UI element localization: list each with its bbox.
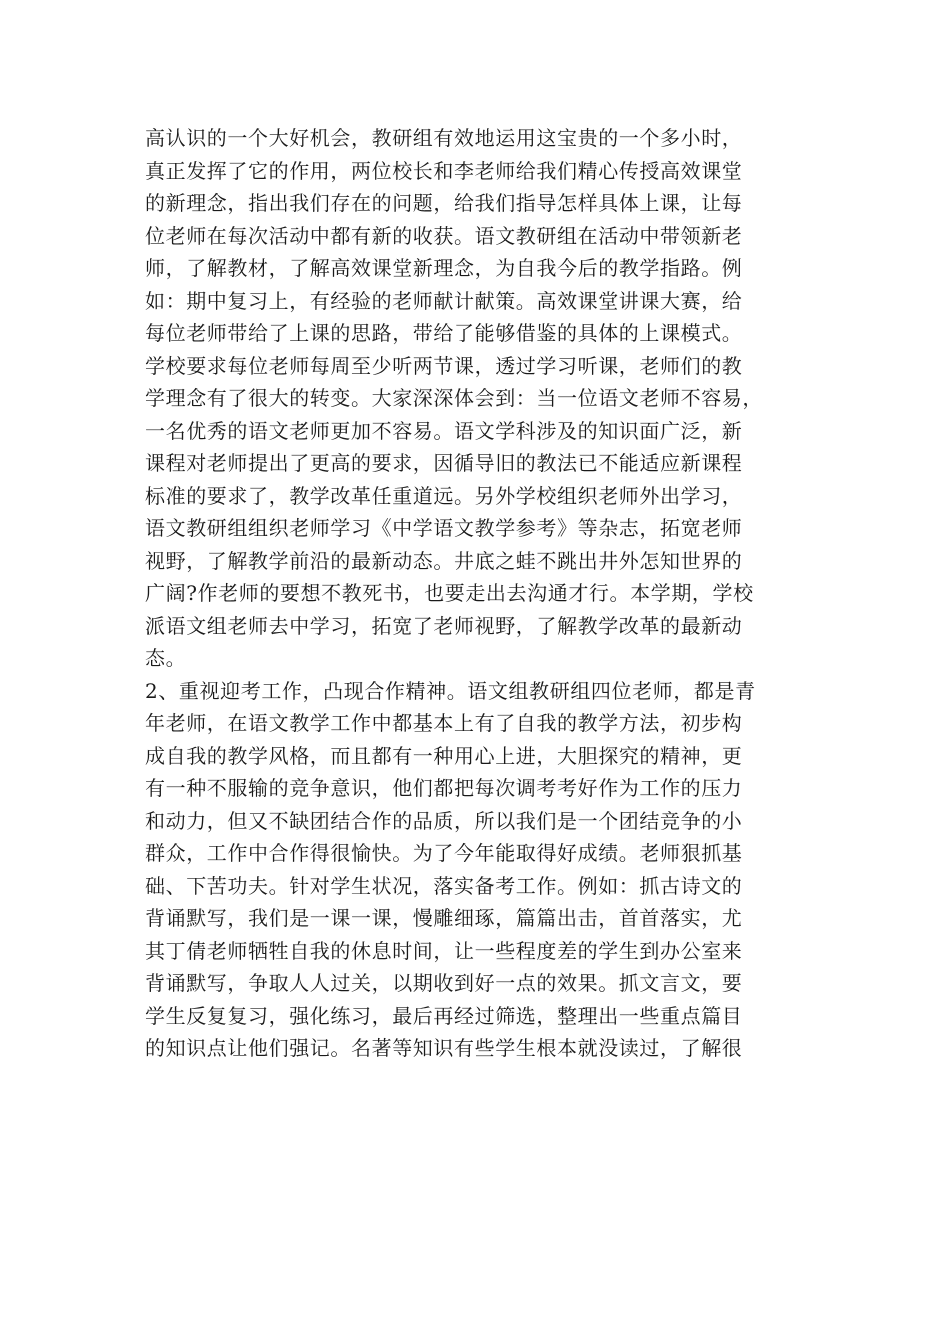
- text-line: 高认识的一个大好机会，教研组有效地运用这宝贵的一个多小时，: [145, 126, 743, 150]
- text-line: 一名优秀的语文老师更加不容易。语文学科涉及的知识面广泛，新: [145, 418, 743, 443]
- text-line: 背诵默写，争取人人过关，以期收到好一点的效果。抓文言文，要: [145, 971, 743, 995]
- text-line: 的新理念，指出我们存在的问题，给我们指导怎样具体上课，让每: [145, 191, 743, 215]
- text-line: 背诵默写，我们是一课一课，慢雕细琢，篇篇出击，首首落实，尤: [145, 906, 743, 930]
- text-line: 年老师，在语文教学工作中都基本上有了自我的教学方法，初步构: [145, 711, 743, 735]
- text-line: 学校要求每位老师每周至少听两节课，透过学习听课，老师们的教: [145, 353, 743, 378]
- text-line: 真正发挥了它的作用，两位校长和李老师给我们精心传授高效课堂: [145, 158, 743, 183]
- text-line: 础、下苦功夫。针对学生状况，落实备考工作。例如：抓古诗文的: [145, 873, 743, 898]
- text-line: 标准的要求了，教学改革任重道远。另外学校组织老师外出学习，: [145, 483, 743, 508]
- text-line: 广阔?作老师的要想不教死书，也要走出去沟通才行。本学期，学校: [145, 581, 754, 605]
- text-line: 群众，工作中合作得很愉快。为了今年能取得好成绩。老师狠抓基: [145, 841, 743, 865]
- text-line: 2、重视迎考工作，凸现合作精神。语文组教研组四位老师，都是青: [145, 678, 756, 703]
- text-line: 视野，了解教学前沿的最新动态。井底之蛙不跳出井外怎知世界的: [145, 548, 743, 573]
- text-line: 学生反复复习，强化练习，最后再经过筛选，整理出一些重点篇目: [145, 1003, 743, 1028]
- body-text: [145, 122, 815, 1065]
- text-line: 态。: [145, 646, 187, 670]
- text-line: 派语文组老师去中学习，拓宽了老师视野，了解教学改革的最新动: [145, 613, 743, 638]
- text-line: 每位老师带给了上课的思路，带给了能够借鉴的具体的上课模式。: [145, 321, 743, 345]
- text-line: 成自我的教学风格，而且都有一种用心上进，大胆探究的精神，更: [145, 743, 743, 768]
- text-line: 学理念有了很大的转变。大家深深体会到：当一位语文老师不容易，: [145, 386, 763, 410]
- text-line: 位老师在每次活动中都有新的收获。语文教研组在活动中带领新老: [145, 223, 743, 248]
- text-line: 如：期中复习上，有经验的老师献计献策。高效课堂讲课大赛，给: [145, 288, 743, 313]
- text-line: 其丁倩老师牺牲自我的休息时间，让一些程度差的学生到办公室来: [145, 938, 743, 963]
- text-line: 语文教研组组织老师学习《中学语文教学参考》等杂志，拓宽老师: [145, 516, 743, 540]
- text-line: 课程对老师提出了更高的要求，因循导旧的教法已不能适应新课程: [145, 451, 743, 475]
- text-line: 和动力，但又不缺团结合作的品质，所以我们是一个团结竞争的小: [145, 808, 743, 833]
- text-line: 师，了解教材，了解高效课堂新理念，为自我今后的教学指路。例: [145, 256, 743, 280]
- text-line: 的知识点让他们强记。名著等知识有些学生根本就没读过，了解很: [145, 1036, 743, 1060]
- text-line: 有一种不服输的竞争意识，他们都把每次调考考好作为工作的压力: [145, 776, 743, 800]
